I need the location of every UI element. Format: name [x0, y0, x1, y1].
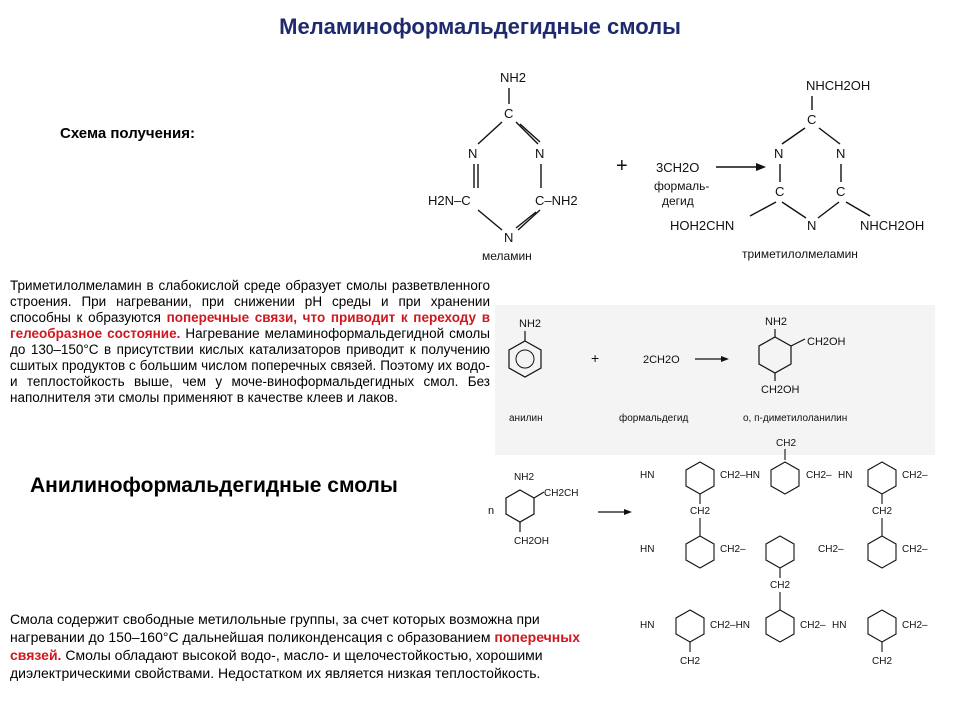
- melamine-ring-n-left: N: [468, 146, 478, 161]
- row1-hn-2: HN: [838, 470, 853, 481]
- monomer-n: n: [488, 505, 495, 517]
- aniline-description-text2: Смолы обладают высокой водо-, масло- и щелочестойкостью, хорошими диэлектрическими свойствами. Недостатком их является низкая теплостойкость.: [10, 647, 543, 681]
- row1-ch2hn-1: CH2–HN: [720, 470, 761, 481]
- melamine-structure: [428, 70, 578, 263]
- crosslinks-highlight: поперечные связи, что приводит к переходу в гелеобразное состояние.: [10, 310, 490, 341]
- monomer-nh2: NH2: [514, 472, 535, 483]
- formaldehyde-name-line2: дегид: [662, 194, 694, 208]
- row3-ch2-bottom-2: CH2: [872, 656, 893, 667]
- aniline-reaction-diagram: [495, 305, 945, 425]
- melamine-top-group: NH2: [500, 70, 527, 85]
- label-aniline: анилин: [509, 413, 543, 424]
- aniline-description: [10, 610, 614, 682]
- label-formaldehyde: формальдегид: [619, 413, 689, 424]
- melamine-ring-n-right: N: [535, 146, 545, 161]
- product-ring-c-left: C: [775, 184, 785, 199]
- melamine-right-group: C–NH2: [535, 193, 578, 208]
- row3-hn: HN: [640, 620, 655, 631]
- row2-hn: HN: [640, 544, 655, 555]
- melamine-description-text2: Нагревание меламиноформальдегидной смолы до 130–150°С в присутствии кислых катализаторов приводит к получению сшитых продуктов с большим числом поперечных связей. Поэтому их водо- и теплостойкость выше, чем у моче-виноформальдегидных смол. Без наполнителя эти смолы применяют в качестве клеев и лаков.: [10, 326, 491, 405]
- aniline-section-title: Анилиноформальдегидные смолы: [30, 474, 398, 497]
- formaldehyde-name-line1: формаль-: [654, 179, 710, 193]
- aniline-plus: +: [591, 350, 600, 366]
- product-ch2oh-para: CH2OH: [761, 384, 800, 396]
- row1-ch2-bottom-1: CH2: [690, 506, 711, 517]
- product-ring-c-right: C: [836, 184, 846, 199]
- aniline-reagent: 2CH2O: [643, 354, 680, 366]
- row2-ch2-end: CH2–: [902, 544, 928, 555]
- product-ring-n-right: N: [836, 146, 846, 161]
- dimethylolaniline-structure: [759, 316, 846, 396]
- network-row-3: [640, 592, 928, 667]
- row1-ch2-end: CH2–: [902, 470, 928, 481]
- row3-ch2-bottom-1: CH2: [680, 656, 701, 667]
- row3-ch2-end: CH2–: [902, 620, 928, 631]
- aniline-arrow: [695, 356, 729, 362]
- melamine-description-text1: Триметилолмеламин в слабокислой среде образует смолы разветвленного строения. При нагревании, при снижении pH среды и при хранении способны к образуются: [10, 278, 490, 325]
- product-label: триметилолмеламин: [742, 247, 858, 261]
- row1-hn: HN: [640, 470, 655, 481]
- product-nh2: NH2: [765, 316, 788, 328]
- crosslinks-highlight-2: поперечных связей.: [10, 629, 580, 663]
- network-row-1: [640, 438, 928, 517]
- reaction-plus-sign: +: [616, 155, 628, 177]
- row3-ch2-1: CH2–: [800, 620, 826, 631]
- melamine-ring-n-bottom: N: [504, 230, 514, 245]
- product-ch2oh-ortho: CH2OH: [807, 336, 846, 348]
- aniline-description-text1: Смола содержит свободные метилольные группы, за счет которых возможна при нагревании до 150–160°С дальнейшая поликонденсация с образованием: [10, 611, 540, 645]
- product-top-group: NHCH2OH: [806, 78, 871, 93]
- melamine-left-group: H2N–C: [428, 193, 471, 208]
- page-title: Меламиноформальдегидные смолы: [279, 14, 681, 39]
- aniline-nh2: NH2: [519, 318, 542, 330]
- product-ring-n-left: N: [774, 146, 784, 161]
- trimethylolmelamine-structure: [670, 78, 924, 261]
- reaction-arrow: [716, 163, 766, 171]
- product-ring-c-top: C: [807, 112, 817, 127]
- monomer-ch2ch: CH2CH: [544, 488, 579, 499]
- network-arrow: [598, 509, 632, 515]
- product-right-group: NHCH2OH: [860, 218, 925, 233]
- monomer-ch2oh: CH2OH: [514, 536, 550, 547]
- row2-ch2-bottom: CH2: [770, 580, 791, 591]
- melamine-ring-c-top: C: [504, 106, 514, 121]
- row3-hn-2: HN: [832, 620, 847, 631]
- row3-ch2hn-1: CH2–HN: [710, 620, 751, 631]
- monomer-unit: [488, 472, 578, 547]
- label-dimethylolaniline: о, п-диметилоланилин: [743, 413, 848, 424]
- product-ring-n-bottom: N: [807, 218, 817, 233]
- row1-ch2-top: CH2: [776, 438, 797, 449]
- scheme-label: Схема получения:: [60, 125, 195, 142]
- formaldehyde-reagent: 3CH2O: [656, 160, 700, 175]
- row2-ch2-2: CH2–: [818, 544, 844, 555]
- melamine-reaction-diagram: [420, 60, 940, 270]
- row1-ch2-1: CH2–: [806, 470, 832, 481]
- row2-ch2-1: CH2–: [720, 544, 746, 555]
- row1-ch2-bottom-2: CH2: [872, 506, 893, 517]
- product-left-group: HOH2CHN: [670, 218, 735, 233]
- network-row-2: [640, 518, 928, 591]
- aniline-structure: [509, 318, 541, 377]
- melamine-description: [10, 278, 490, 406]
- melamine-label: меламин: [482, 249, 532, 263]
